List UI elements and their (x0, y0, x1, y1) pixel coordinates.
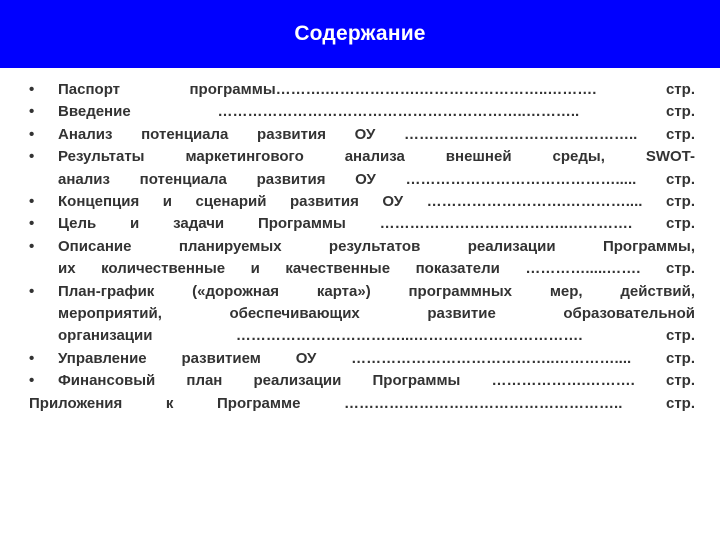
toc-line: План-график («дорожная карта») программных мер, действий, (58, 282, 695, 300)
bullet-icon: • (29, 349, 35, 367)
bullet-icon: • (29, 372, 35, 390)
toc-item-goals (29, 213, 695, 235)
page-title: Содержание (294, 22, 426, 45)
toc-line: их количественные и качественные показатели ………….....……. стр. (58, 260, 695, 278)
toc-line: организации ……………………………...……………………………. стр. (58, 327, 695, 345)
toc-line: Анализ потенциала развития ОУ ……………………………………….. стр. (58, 125, 695, 143)
bullet-icon: • (29, 282, 35, 300)
toc-item-management (29, 348, 695, 370)
toc-item-potential-analysis (29, 124, 695, 146)
toc-line: Финансовый план реализации Программы ……………….………. стр. (58, 372, 695, 390)
bullet-icon: • (29, 81, 35, 98)
toc-line: Паспорт программы……….……………….……………………..………. стр. (58, 81, 695, 98)
bullet-icon: • (29, 237, 35, 255)
toc-item-marketing-analysis (29, 146, 695, 191)
bullet-icon: • (29, 193, 35, 211)
toc-line: Цель и задачи Программы ………………………………..…………. стр. (58, 215, 695, 233)
toc-line: анализ потенциала развития ОУ ……………………………………..... стр. (58, 170, 695, 188)
bullet-icon: • (29, 148, 35, 166)
toc-item-introduction (29, 101, 695, 123)
toc-item-appendix (29, 393, 695, 415)
toc-line: Приложения к Программе ……………………………………………….. стр. (29, 394, 695, 412)
bullet-icon: • (29, 215, 35, 233)
toc-item-concept (29, 191, 695, 213)
toc-line: Результаты маркетингового анализа внешней среды, SWOT- (58, 148, 695, 166)
toc-line: мероприятий, обеспечивающих развитие образовательной (58, 305, 695, 323)
bullet-icon: • (29, 125, 35, 143)
table-of-contents (29, 79, 695, 415)
toc-item-roadmap (29, 281, 695, 348)
toc-line: Введение ……………………………………………………..……….. стр. (58, 103, 695, 121)
toc-line: Концепция и сценарий развития ОУ ……………………….………….... стр. (58, 193, 695, 211)
title-bar (0, 0, 720, 68)
toc-line: Описание планируемых результатов реализации Программы, (58, 237, 695, 255)
bullet-icon: • (29, 103, 35, 121)
toc-item-passport (29, 79, 695, 101)
toc-line: Управление развитием ОУ …………………………………..………….... стр. (58, 349, 695, 367)
toc-item-planned-results (29, 236, 695, 281)
toc-item-financial-plan (29, 370, 695, 392)
